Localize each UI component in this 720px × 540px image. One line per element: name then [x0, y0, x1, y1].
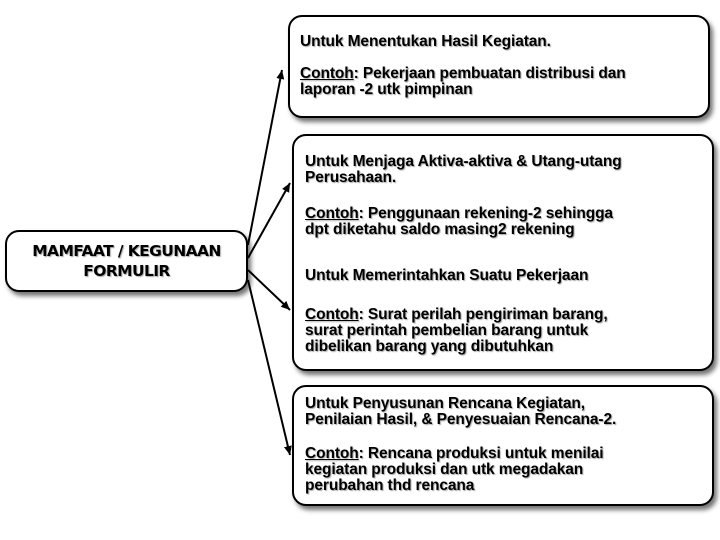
root-title-line-1: MAMFAAT / KEGUNAAN	[32, 242, 221, 260]
item-1-title: Untuk Menentukan Hasil Kegiatan.	[300, 33, 551, 50]
item-3-example-line-1	[305, 307, 608, 323]
item-4-example-label: Contoh	[305, 445, 359, 462]
arrow-to-item-1	[248, 70, 282, 245]
item-2-example-line-2: dpt diketahu saldo masing2 rekening	[305, 221, 575, 238]
item-1-example-line-1	[300, 66, 626, 82]
arrow-to-item-2	[248, 183, 290, 258]
arrow-to-item-4	[248, 280, 290, 455]
item-4-title-line-2: Penilaian Hasil, & Penyesuaian Rencana-2.	[305, 411, 617, 428]
item-2-example-line-1	[305, 206, 613, 222]
item-4-example-line-3: perubahan thd rencana	[305, 477, 475, 494]
item-2-example-text-1: : Penggunaan rekening-2 sehingga	[358, 205, 613, 222]
item-2-title-line-2: Perusahaan.	[305, 169, 397, 186]
item-3-example-line-3: dibelikan barang yang dibutuhkan	[305, 338, 554, 355]
item-4-example-line-2: kegiatan produksi dan utk megadakan	[305, 461, 584, 478]
item-2-title-line-1: Untuk Menjaga Aktiva-aktiva & Utang-utang	[305, 153, 622, 170]
root-title-line-2: FORMULIR	[83, 262, 170, 280]
item-4-example-line-1	[305, 446, 604, 462]
item-1-example-text-1: : Pekerjaan pembuatan distribusi dan	[353, 65, 626, 82]
item-4-example-text-1: : Rencana produksi untuk menilai	[358, 445, 604, 462]
item-3-example-label: Contoh	[305, 306, 359, 323]
item-3-example-text-1: : Surat perilah pengiriman barang,	[358, 306, 608, 323]
item-1-example-label: Contoh	[300, 65, 354, 82]
item-3-title: Untuk Memerintahkan Suatu Pekerjaan	[305, 267, 589, 284]
root-node-box	[5, 230, 248, 292]
item-4-title-line-1: Untuk Penyusunan Rencana Kegiatan,	[305, 395, 585, 412]
item-2-example-label: Contoh	[305, 205, 359, 222]
item-1-example-line-2: laporan -2 utk pimpinan	[300, 81, 473, 98]
item-3-example-line-2: surat perintah pembelian barang untuk	[305, 322, 589, 339]
